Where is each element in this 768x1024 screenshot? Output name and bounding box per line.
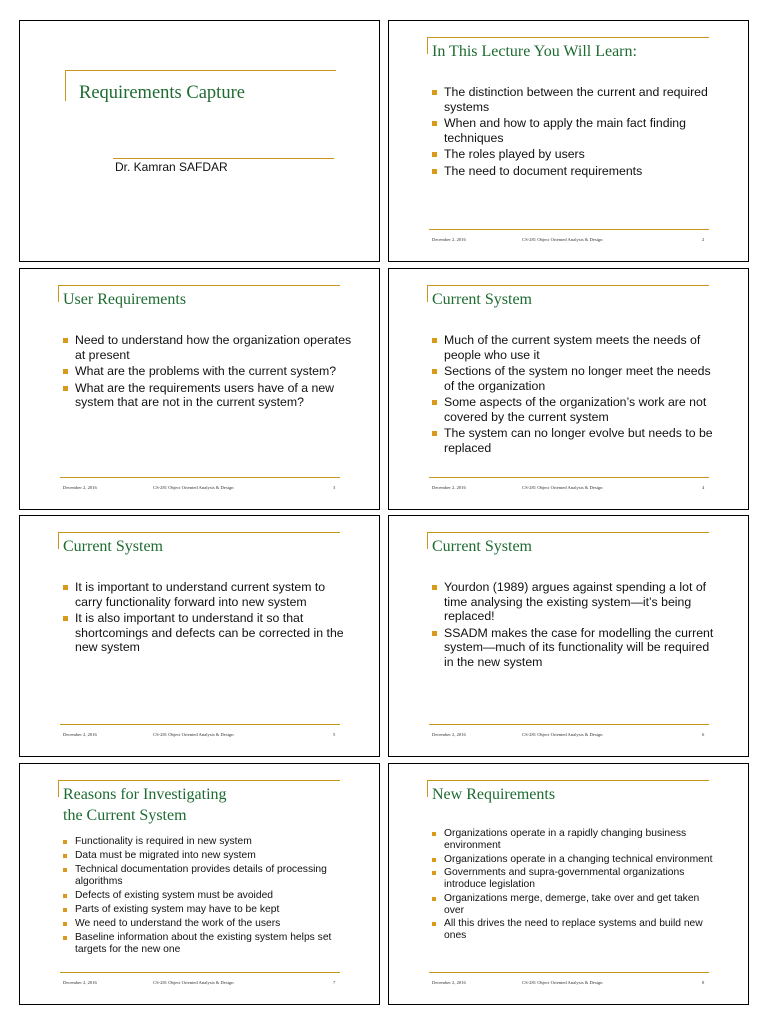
- bullet-square-icon: [432, 169, 437, 174]
- bullet-square-icon: [432, 152, 437, 157]
- author-name: Dr. Kamran SAFDAR: [115, 160, 228, 174]
- slide-title: Current System: [432, 291, 532, 308]
- list-item: Technical documentation provides details of processing algorithms: [63, 864, 353, 888]
- slide-title: New Requirements: [432, 786, 556, 803]
- footer-course: CS-281 Object Oriented Analysis & Design: [153, 980, 234, 985]
- page-number: 3: [333, 485, 336, 490]
- list-item: Functionality is required in new system: [63, 836, 353, 848]
- page-number: 5: [333, 732, 336, 737]
- list-item: Organizations merge, demerge, take over and get taken over: [432, 893, 722, 917]
- slide-title: Current System: [432, 538, 532, 555]
- list-item: Much of the current system meets the needs of people who use it: [432, 333, 722, 362]
- slide-title: User Requirements: [63, 291, 187, 308]
- footer-divider: [60, 477, 340, 478]
- list-item: The system can no longer evolve but needs to be replaced: [432, 426, 722, 455]
- bullet-square-icon: [63, 616, 68, 621]
- footer-divider: [60, 724, 340, 725]
- list-item: Data must be migrated into new system: [63, 850, 353, 862]
- slide-2: [388, 20, 749, 262]
- footer-date: December 2, 2016: [432, 237, 466, 242]
- list-item: All this drives the need to replace systems and build new ones: [432, 918, 722, 942]
- page-number: 7: [333, 980, 336, 985]
- footer-date: December 2, 2016: [63, 980, 97, 985]
- bullet-square-icon: [63, 840, 67, 844]
- bullet-square-icon: [432, 858, 436, 862]
- list-item: Governments and supra-governmental organizations introduce legislation: [432, 867, 722, 891]
- list-item: Organizations operate in a changing technical environment: [432, 854, 722, 866]
- bullet-list: [432, 333, 722, 457]
- author-divider: [113, 158, 334, 159]
- footer-divider: [429, 477, 709, 478]
- list-item: The roles played by users: [432, 147, 722, 162]
- bullet-list: [63, 333, 353, 412]
- footer-date: December 2, 2016: [432, 485, 466, 490]
- page-number: 2: [702, 237, 705, 242]
- slide-4: [388, 268, 749, 510]
- slide-1: [19, 20, 380, 262]
- bullet-square-icon: [432, 631, 437, 636]
- page-number: 8: [702, 980, 705, 985]
- bullet-square-icon: [432, 832, 436, 836]
- list-item: Yourdon (1989) argues against spending a lot of time analysing the existing system—it’s being replaced!: [432, 580, 722, 624]
- footer-course: CS-281 Object Oriented Analysis & Design: [153, 732, 234, 737]
- page-number: 6: [702, 732, 705, 737]
- list-item: What are the problems with the current system?: [63, 364, 353, 379]
- bullet-list: [63, 580, 353, 657]
- footer-course: CS-281 Object Oriented Analysis & Design: [153, 485, 234, 490]
- bullet-square-icon: [432, 431, 437, 436]
- slide-3: [19, 268, 380, 510]
- footer-date: December 2, 2016: [63, 485, 97, 490]
- list-item: Baseline information about the existing system helps set targets for the new one: [63, 932, 353, 956]
- footer-course: CS-281 Object Oriented Analysis & Design: [522, 732, 603, 737]
- footer-date: December 2, 2016: [432, 980, 466, 985]
- bullet-square-icon: [63, 338, 68, 343]
- list-item: Parts of existing system may have to be kept: [63, 904, 353, 916]
- list-item: Sections of the system no longer meet the needs of the organization: [432, 364, 722, 393]
- list-item: Need to understand how the organization operates at present: [63, 333, 353, 362]
- slide-title: In This Lecture You Will Learn:: [432, 43, 637, 60]
- list-item: SSADM makes the case for modelling the current system—much of its functionality will be required in the new system: [432, 626, 722, 670]
- bullet-list: [432, 828, 722, 944]
- bullet-list: [63, 836, 353, 958]
- footer-date: December 2, 2016: [432, 732, 466, 737]
- slide-title-line-2: the Current System: [63, 807, 187, 824]
- footer-course: CS-281 Object Oriented Analysis & Design: [522, 980, 603, 985]
- slide-5: [19, 515, 380, 757]
- bullet-square-icon: [63, 854, 67, 858]
- list-item: Defects of existing system must be avoided: [63, 890, 353, 902]
- slide-title: Requirements Capture: [79, 83, 245, 103]
- bullet-square-icon: [432, 585, 437, 590]
- footer-divider: [60, 972, 340, 973]
- bullet-square-icon: [432, 897, 436, 901]
- slide-8: [388, 763, 749, 1005]
- bullet-square-icon: [63, 908, 67, 912]
- bullet-square-icon: [432, 90, 437, 95]
- bullet-square-icon: [432, 400, 437, 405]
- list-item: The need to document requirements: [432, 164, 722, 179]
- bullet-square-icon: [432, 338, 437, 343]
- list-item: The distinction between the current and required systems: [432, 85, 722, 114]
- bullet-square-icon: [63, 386, 68, 391]
- slide-title: [63, 784, 353, 826]
- bullet-square-icon: [63, 894, 67, 898]
- list-item: What are the requirements users have of a new system that are not in the current system?: [63, 381, 353, 410]
- footer-course: CS-281 Object Oriented Analysis & Design: [522, 237, 603, 242]
- footer-divider: [429, 229, 709, 230]
- bullet-square-icon: [63, 936, 67, 940]
- list-item: Some aspects of the organization’s work are not covered by the current system: [432, 395, 722, 424]
- footer-divider: [429, 972, 709, 973]
- slide-7: [19, 763, 380, 1005]
- list-item: It is also important to understand it so that shortcomings and defects can be corrected in the new system: [63, 611, 353, 655]
- list-item: It is important to understand current system to carry functionality forward into new system: [63, 580, 353, 609]
- bullet-list: [432, 580, 722, 671]
- footer-course: CS-281 Object Oriented Analysis & Design: [522, 485, 603, 490]
- list-item: Organizations operate in a rapidly changing business environment: [432, 828, 722, 852]
- footer-date: December 2, 2016: [63, 732, 97, 737]
- page-number: 4: [702, 485, 705, 490]
- bullet-square-icon: [63, 369, 68, 374]
- slide-6: [388, 515, 749, 757]
- bullet-square-icon: [63, 585, 68, 590]
- bullet-square-icon: [432, 369, 437, 374]
- list-item: When and how to apply the main fact finding techniques: [432, 116, 722, 145]
- bullet-square-icon: [63, 868, 67, 872]
- slide-title: Current System: [63, 538, 163, 555]
- footer-divider: [429, 724, 709, 725]
- slide-title-line-1: Reasons for Investigating: [63, 786, 227, 803]
- bullet-list: [432, 85, 722, 180]
- bullet-square-icon: [63, 922, 67, 926]
- bullet-square-icon: [432, 922, 436, 926]
- bullet-square-icon: [432, 121, 437, 126]
- list-item: We need to understand the work of the users: [63, 918, 353, 930]
- bullet-square-icon: [432, 871, 436, 875]
